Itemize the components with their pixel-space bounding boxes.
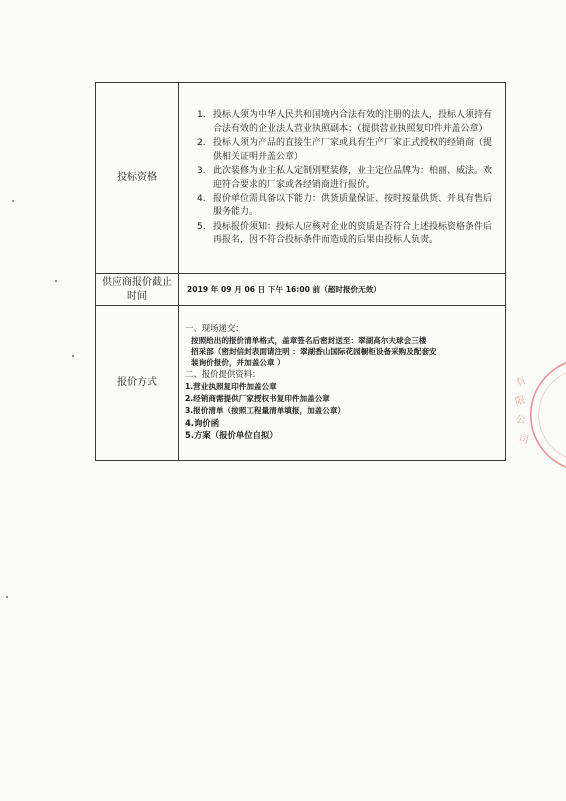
qualification-item: 4. 报价单位需具备以下能力：供货质量保证、按时按量供货、并具有售后服务能力。 — [197, 193, 493, 218]
svg-text:限: 限 — [513, 394, 527, 408]
qualification-item: 5. 投标报价须知：投标人应核对企业的资质是否符合上述投标资格条件后再报名，因不符合投标条件而造成的后果由投标人负责。 — [197, 221, 493, 246]
scan-speck — [12, 200, 14, 202]
scan-speck — [6, 596, 8, 598]
company-seal-stamp-icon — [478, 355, 566, 475]
qualification-label: 投标资格 — [96, 83, 179, 274]
material-item: 4.询价函 — [185, 418, 220, 429]
scan-speck — [72, 355, 74, 357]
deadline-row — [96, 274, 506, 306]
section2-title: 二、报价提供资料： — [185, 369, 261, 380]
scan-speck — [55, 280, 57, 282]
deadline-label: 供应商报价截止 时间 — [96, 274, 179, 306]
deadline-value: 2019 年 09 月 06 日 下午 16:00 前（超时报价无效） — [187, 285, 381, 294]
delivery-instruction-line: 招采部（密封信封表面请注明 ：翠湖香山国际花园橱柜设备采购及配套安 — [191, 346, 437, 356]
material-item: 3.报价清单（按照工程量清单填报，加盖公章） — [185, 405, 346, 415]
qualification-row — [96, 83, 506, 274]
deadline-content — [179, 274, 506, 306]
qualification-item: 1. 投标人须为中华人民共和国境内合法有效的注册的法人，投标人须持有合法有效的企业法人营业执照副本；（提供营业执照复印件并盖公章） — [197, 110, 493, 134]
bidding-requirements-table — [95, 82, 506, 461]
material-item: 5.方案（报价单位自拟） — [185, 430, 278, 441]
qualification-item: 3. 此次装修为业主私人定制别墅装修，业主定位品牌为：柏丽、威法。欢迎符合要求的厂家或各经销商进行报价。 — [197, 166, 493, 190]
quote-method-label: 报价方式 — [96, 306, 179, 461]
section1-title: 一、现场递交： — [185, 323, 244, 334]
material-item: 1.营业执照复印件加盖公章 — [185, 381, 277, 391]
qualification-list — [179, 101, 505, 254]
qualification-item: 2. 投标人须为产品的直接生产厂家或具有生产厂家正式授权的经销商（提供相关证明并盖公章） — [197, 138, 493, 162]
delivery-instruction-line: 按照给出的报价清单格式，盖章签名后密封送至：翠湖高尔夫球会三楼 — [191, 335, 427, 345]
svg-text:司: 司 — [517, 433, 530, 447]
delivery-instruction-line: 装询价报价，并加盖公章 ） — [191, 358, 285, 368]
svg-text:有: 有 — [514, 375, 529, 390]
quote-method-row — [96, 306, 506, 461]
quote-method-content — [179, 306, 506, 461]
qualification-content — [179, 83, 506, 274]
svg-text:公: 公 — [516, 415, 526, 426]
material-item: 2.经销商需提供厂家授权书复印件加盖公章 — [185, 393, 330, 403]
